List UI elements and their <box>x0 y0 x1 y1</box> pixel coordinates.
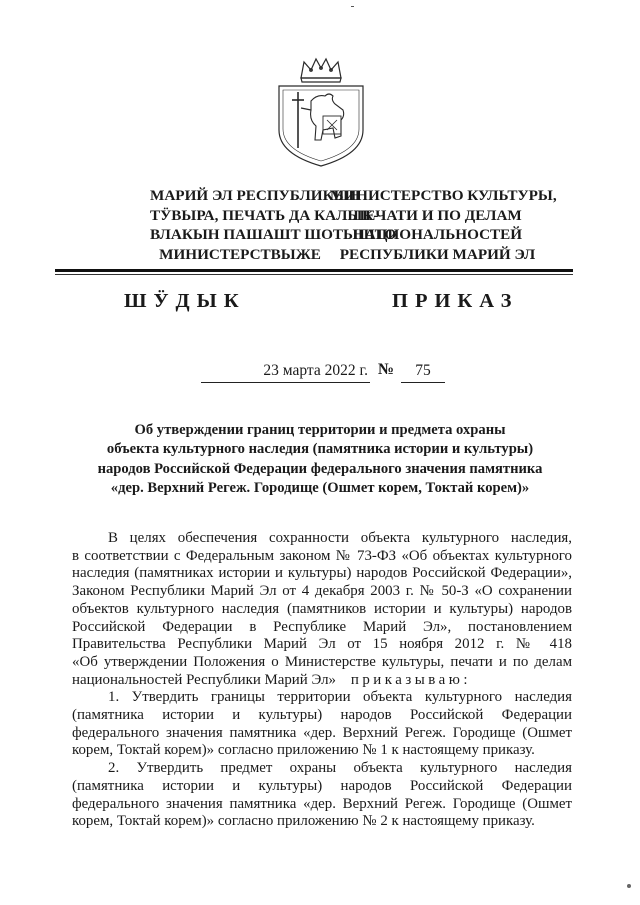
title-line: Об утверждении границ территории и предмета охраны <box>134 422 506 438</box>
doc-type-russian: ПРИКАЗ <box>392 290 519 312</box>
header-left-line: МИНИСТЕРСТВЫЖЕ <box>159 245 321 263</box>
item-2-line: корем, Токтай корем)» согласно приложению № 2 к настоящему приказу. <box>72 813 535 830</box>
scan-speck <box>351 6 354 7</box>
scan-mark <box>627 884 631 888</box>
header-left-line: ВЛАКЫН ПАШАШТ ШОТЫШТО <box>150 226 397 243</box>
order-body <box>72 530 572 831</box>
item-1-line: федерального значения памятника «дер. Верхний Регеж. Городище (Ошмет <box>72 724 572 741</box>
body-line: В целях обеспечения сохранности объекта культурного наследия, <box>108 530 572 546</box>
header-right-line: РЕСПУБЛИКИ МАРИЙ ЭЛ <box>339 245 536 263</box>
mari-el-coat-of-arms-icon <box>271 56 371 168</box>
header-right-line: МИНИСТЕРСТВО КУЛЬТУРЫ, <box>330 187 557 204</box>
body-line: Законом Республики Марий Эл от 4 декабря 2003 г. № 50-З «О сохранении <box>72 583 572 600</box>
item-2-line: федерального значения памятника «дер. Верхний Регеж. Городище (Ошмет <box>72 795 572 812</box>
order-word: приказываю: <box>350 671 471 688</box>
header-left-mari <box>150 186 397 264</box>
title-line: народов Российской Федерации федерального значения памятника <box>97 460 543 477</box>
item-2-line: 2. Утвердить предмет охраны объекта культурного наследия <box>108 760 572 777</box>
header-right-russian <box>330 186 557 264</box>
order-date: 23 марта 2022 г. <box>263 362 368 379</box>
title-line: «дер. Верхний Регеж. Городище (Ошмет корем, Токтай корем)» <box>110 479 530 496</box>
body-line: «Об утверждении Положения о Министерстве культуры, печати и по делам <box>72 653 572 670</box>
item-1-line: 1. Утвердить границы территории объекта культурного наследия <box>108 689 572 706</box>
item-2-line: (памятника истории и культуры) народов Российской Федерации <box>72 777 572 794</box>
order-date-field <box>201 360 370 383</box>
order-title <box>60 421 580 498</box>
body-line: Российской Федерации в Республике Марий Эл», постановлением <box>72 618 572 635</box>
header-left-line: МАРИЙ ЭЛ РЕСПУБЛИКЫН <box>150 187 361 204</box>
item-1-line: (памятника истории и культуры) народов Российской Федерации <box>72 707 572 724</box>
header-right-line: ПЕЧАТИ И ПО ДЕЛАМ <box>353 206 522 224</box>
doc-type-mari: ШӰДЫК <box>124 290 246 312</box>
order-number: 75 <box>415 362 431 379</box>
body-line: Правительства Республики Марий Эл от 15 ноября 2012 г. № 418 <box>72 636 572 653</box>
body-line: национальностей Республики Марий Эл» <box>72 671 336 688</box>
body-line-with-order-word <box>72 672 572 690</box>
title-line: объекта культурного наследия (памятника истории и культуры) <box>106 441 534 458</box>
order-number-field <box>401 360 445 383</box>
body-line: наследия (памятниках истории и культуры) народов Российской Федерации», <box>72 565 572 582</box>
body-line: в соответствии с Федеральным законом № 73-ФЗ «Об объектах культурного <box>72 547 572 564</box>
item-1-line: корем, Токтай корем)» согласно приложению № 1 к настоящему приказу. <box>72 742 535 759</box>
header-right-line: НАЦИОНАЛЬНОСТЕЙ <box>352 226 523 243</box>
number-sign: № <box>378 361 395 378</box>
header-rule-thick <box>55 269 573 272</box>
header-left-line: ТӰВЫРА, ПЕЧАТЬ ДА КАЛЫК- <box>150 206 379 224</box>
header-rule-thin <box>55 274 573 275</box>
body-line: объектов культурного наследия (памятников истории и культуры) народов <box>72 600 572 617</box>
